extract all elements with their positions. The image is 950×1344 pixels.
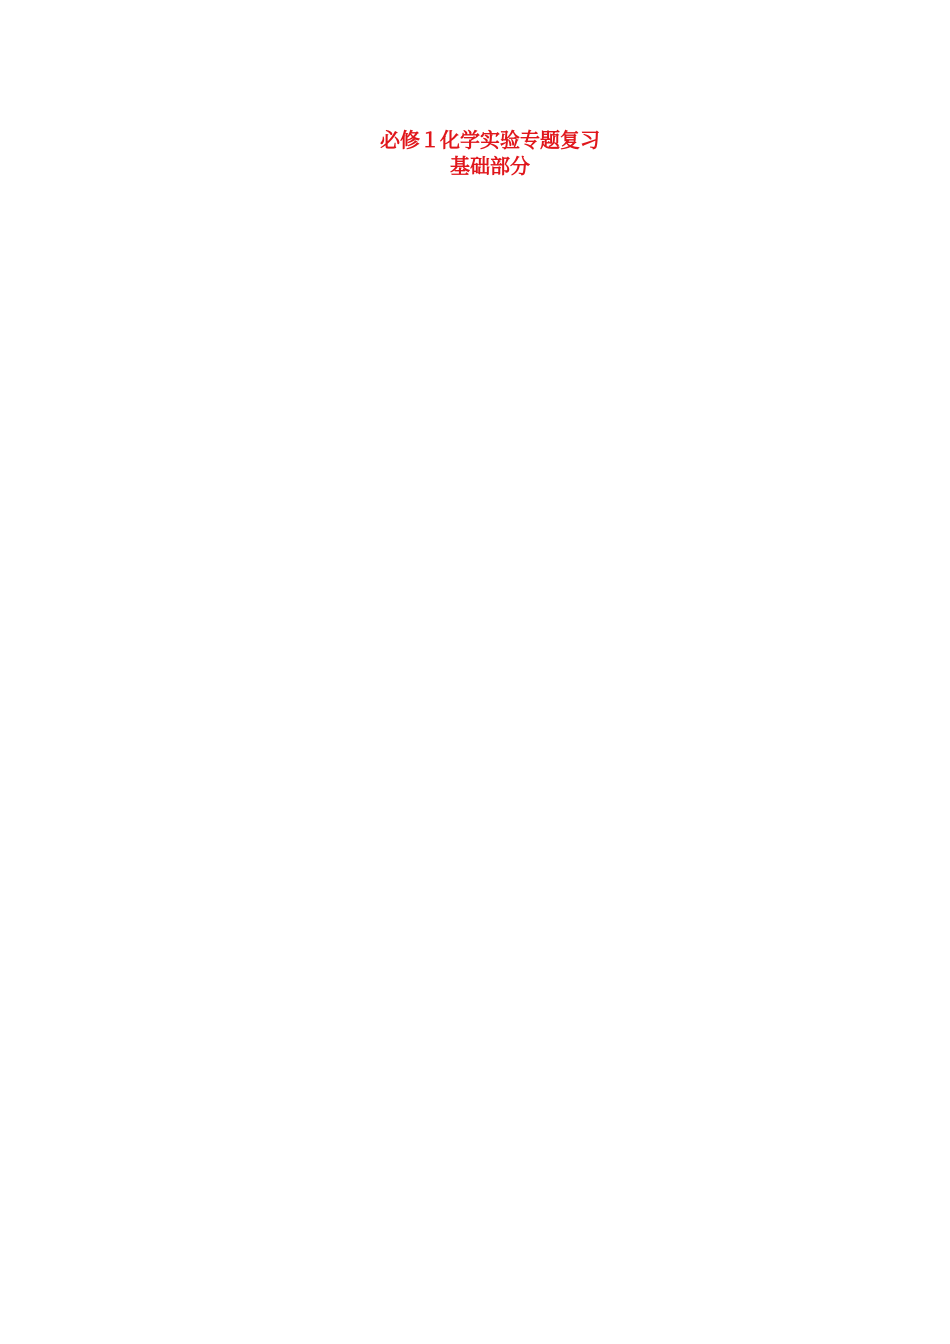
page-subtitle: 基础部分 xyxy=(450,154,530,178)
page-title: 必修１化学实验专题复习 xyxy=(380,128,600,152)
